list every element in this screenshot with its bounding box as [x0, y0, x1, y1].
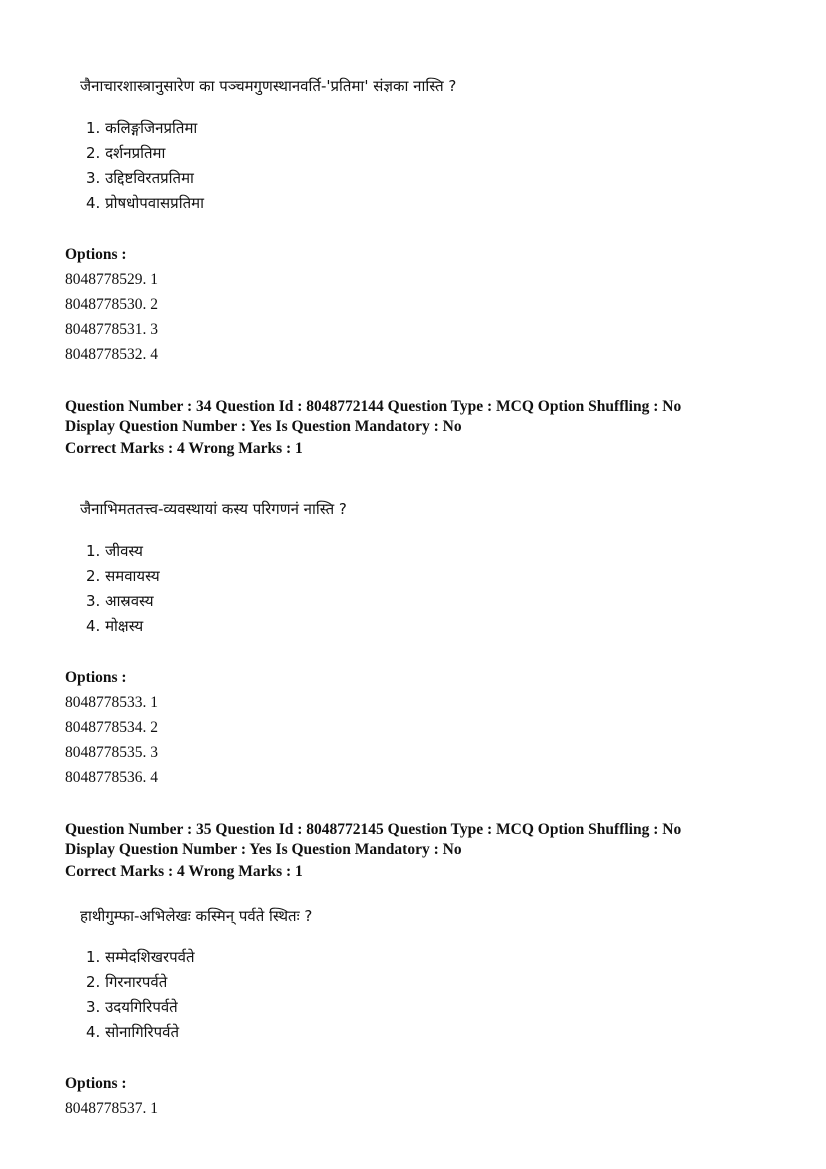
- question-text: जैनाभिमततत्त्व-व्यवस्थायां कस्य परिगणनं नास्ति ?: [80, 500, 347, 518]
- answer-choice: 1. कलिङ्गजिनप्रतिमा: [86, 119, 198, 137]
- question-meta-line2: Display Question Number : Yes Is Question Mandatory : No: [65, 841, 462, 858]
- answer-choice: 2. दर्शनप्रतिमा: [86, 144, 166, 162]
- answer-choice: 3. आस्रवस्य: [86, 592, 154, 610]
- option-id: 8048778534. 2: [65, 719, 158, 736]
- answer-choice: 1. सम्मेदशिखरपर्वते: [86, 948, 195, 966]
- question-text: हाथीगुम्फा-अभिलेखः कस्मिन् पर्वते स्थितः ?: [80, 907, 313, 925]
- question-marks: Correct Marks : 4 Wrong Marks : 1: [65, 863, 303, 880]
- question-marks: Correct Marks : 4 Wrong Marks : 1: [65, 440, 303, 457]
- option-id: 8048778529. 1: [65, 271, 158, 288]
- answer-choice: 4. मोक्षस्य: [86, 617, 144, 635]
- answer-choice: 3. उदयगिरिपर्वते: [86, 998, 178, 1016]
- question-text: जैनाचारशास्त्रानुसारेण का पञ्चमगुणस्थानवर्ति-'प्रतिमा' संज्ञका नास्ति ?: [80, 77, 457, 95]
- option-id: 8048778537. 1: [65, 1100, 158, 1117]
- option-id: 8048778533. 1: [65, 694, 158, 711]
- answer-choice: 2. समवायस्य: [86, 567, 160, 585]
- option-id: 8048778531. 3: [65, 321, 158, 338]
- answer-choice: 1. जीवस्य: [86, 542, 143, 560]
- option-id: 8048778535. 3: [65, 744, 158, 761]
- answer-choice: 3. उद्दिष्टविरतप्रतिमा: [86, 169, 194, 187]
- answer-choice: 2. गिरनारपर्वते: [86, 973, 168, 991]
- options-label: Options :: [65, 246, 127, 263]
- option-id: 8048778532. 4: [65, 346, 158, 363]
- options-label: Options :: [65, 1075, 127, 1092]
- answer-choice: 4. सोनागिरिपर्वते: [86, 1023, 180, 1041]
- question-meta-line1: Question Number : 34 Question Id : 8048772144 Question Type : MCQ Option Shuffling : No: [65, 398, 682, 415]
- options-label: Options :: [65, 669, 127, 686]
- question-meta-line2: Display Question Number : Yes Is Question Mandatory : No: [65, 418, 462, 435]
- option-id: 8048778530. 2: [65, 296, 158, 313]
- question-meta-line1: Question Number : 35 Question Id : 8048772145 Question Type : MCQ Option Shuffling : No: [65, 821, 682, 838]
- option-id: 8048778536. 4: [65, 769, 158, 786]
- answer-choice: 4. प्रोषधोपवासप्रतिमा: [86, 194, 204, 212]
